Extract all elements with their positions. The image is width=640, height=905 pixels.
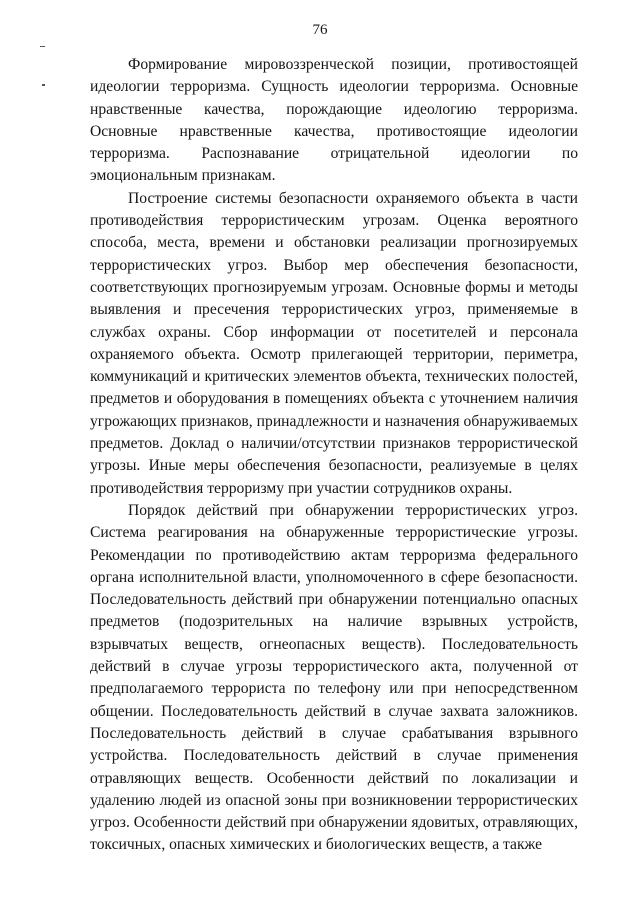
paragraph-security-system: Построение системы безопасности охраняемого объекта в части противодействия террористическим угрозам. Оценка вероятного способа, места, времени и обстановки реализации прогнозируемых террористических угроз. Выбор мер обеспечения безопасности, соответствующих прогнозируемым угрозам. Основные формы и методы выявления и пресечения террористических угроз, применяемые в службах охраны. Сбор информации от посетителей и персонала охраняемого объекта. Осмотр прилегающей территории, периметра, коммуникаций и критических элементов объекта, технических полостей, предметов и оборудования в помещениях объекта с уточнением наличия угрожающих признаков, принадлежности и назначения обнаруживаемых предметов. Доклад о наличии/отсутствии признаков террористической угрозы. Иные меры обеспечения безопасности, реализуемые в целях противодействия терроризму при участии сотрудников охраны. <box>90 189 578 497</box>
paragraph-ideology: Формирование мировоззренческой позиции, противостоящей идеологии терроризма. Сущность идеологии терроризма. Основные нравственные качества, порождающие идеологию терроризма. Основные нравственные качества, противостоящие идеологии терроризма. Распознавание отрицательной идеологии по эмоциональным признакам. <box>90 56 578 185</box>
page-number: 76 <box>312 22 328 38</box>
body-text <box>90 54 578 857</box>
scan-artifact <box>40 46 45 47</box>
paragraph-threat-response: Порядок действий при обнаружении террористических угроз. Система реагирования на обнаруженные террористические угрозы. Рекомендации по противодействию актам терроризма федерального органа исполнительной власти, уполномоченного в сфере безопасности. Последовательность действий при обнаружении потенциально опасных предметов (подозрительных на наличие взрывных устройств, взрывчатых веществ, огнеопасных веществ). Последовательность действий в случае угрозы террористического акта, полученной от предполагаемого террориста по телефону или при непосредственном общении. Последовательность действий в случае захвата заложников. Последовательность действий в случае срабатывания взрывного устройства. Последовательность действий в случае применения отравляющих веществ. Особенности действий по локализации и удалению людей из опасной зоны при возникновении террористических угроз. Особенности действий при обнаружении ядовитых, отравляющих, токсичных, опасных химических и биологических веществ, а также <box>90 501 578 854</box>
scan-artifact <box>42 84 45 86</box>
